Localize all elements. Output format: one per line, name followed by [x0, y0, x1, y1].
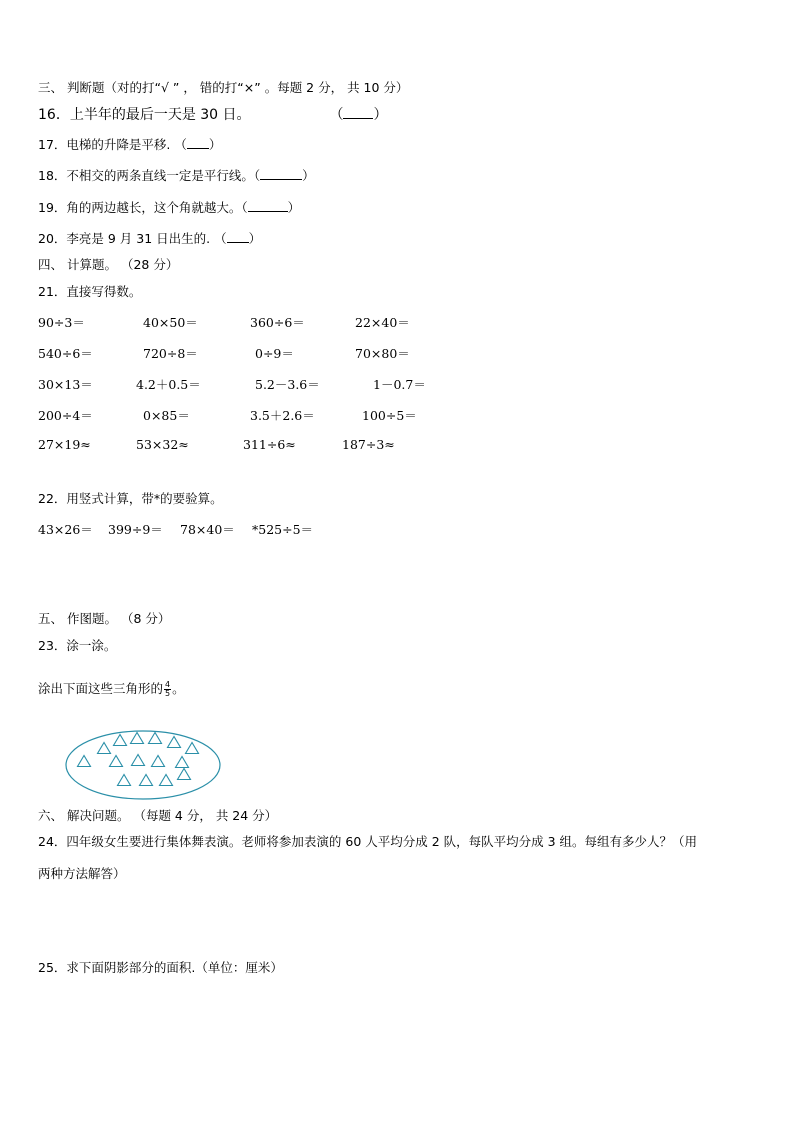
triangle-shape[interactable]: [118, 775, 131, 786]
question-18-paren-close: ）: [302, 168, 315, 183]
question-16-paren-open: （: [329, 107, 344, 123]
calc-item: 27×19≈: [38, 437, 91, 452]
calc-item: 200÷4＝: [38, 408, 93, 423]
answer-blank-17[interactable]: [187, 136, 209, 149]
question-21: 21．直接写得数。: [38, 284, 142, 299]
triangle-shape[interactable]: [114, 735, 127, 746]
calc-item: 311÷6≈: [243, 437, 296, 452]
triangle-shape[interactable]: [152, 756, 165, 767]
question-19-text: 19．角的两边越长，这个角就越大。（: [38, 200, 248, 215]
calc-item: 5.2－3.6＝: [255, 377, 320, 392]
calc-item: 40×50＝: [143, 315, 198, 330]
vertical-calc-item: 399÷9＝: [108, 522, 163, 537]
question-18: [38, 166, 315, 184]
question-23-end: 。: [172, 681, 185, 696]
vertical-calc-item: 78×40＝: [180, 522, 235, 537]
section3-heading: 三、 判断题（对的打“√ ” ， 错的打“×” 。每题 2 分， 共 10 分）: [38, 80, 409, 95]
answer-blank-18[interactable]: [260, 167, 302, 180]
triangles-in-ellipse: [64, 728, 224, 804]
calc-item: 187÷3≈: [342, 437, 395, 452]
calc-item: 720÷8＝: [143, 346, 198, 361]
fraction-denominator: 5: [165, 689, 171, 698]
question-19: [38, 198, 300, 216]
triangle-shape[interactable]: [140, 775, 153, 786]
section5-heading: 五、 作图题。 （8 分）: [38, 611, 171, 626]
calc-item: 90÷3＝: [38, 315, 85, 330]
triangle-shape[interactable]: [186, 743, 199, 754]
calc-item: 30×13＝: [38, 377, 93, 392]
triangle-shape[interactable]: [149, 733, 162, 744]
triangle-shape[interactable]: [176, 757, 189, 768]
triangle-shape[interactable]: [132, 755, 145, 766]
calc-item: 1－0.7＝: [373, 377, 426, 392]
triangle-shape[interactable]: [78, 756, 91, 767]
triangle-shape[interactable]: [98, 743, 111, 754]
question-17: [38, 135, 221, 153]
calc-item: 70×80＝: [355, 346, 410, 361]
vertical-calc-item: *525÷5＝: [252, 522, 314, 537]
question-23-instruction: [38, 679, 185, 698]
fraction-four-fifths: [164, 681, 171, 698]
question-17-text: 17．电梯的升降是平移. （: [38, 137, 187, 152]
triangle-shape[interactable]: [110, 756, 123, 767]
triangle-shape[interactable]: [160, 775, 173, 786]
calc-item: 4.2＋0.5＝: [136, 377, 201, 392]
question-23: 23．涂一涂。: [38, 638, 117, 653]
triangle-shape[interactable]: [178, 769, 191, 780]
question-16-paren-close: ）: [373, 107, 388, 123]
calc-item: 53×32≈: [136, 437, 189, 452]
answer-blank-20[interactable]: [227, 230, 249, 243]
calc-item: 100÷5＝: [362, 408, 417, 423]
calc-item: 360÷6＝: [250, 315, 305, 330]
fraction-numerator: 4: [165, 680, 171, 689]
calc-item: 22×40＝: [355, 315, 410, 330]
question-22: 22．用竖式计算，带*的要验算。: [38, 491, 223, 506]
answer-blank-19[interactable]: [248, 199, 288, 212]
vertical-calc-item: 43×26＝: [38, 522, 93, 537]
section4-heading: 四、 计算题。 （28 分）: [38, 257, 179, 272]
question-18-text: 18．不相交的两条直线一定是平行线。（: [38, 168, 261, 183]
question-17-paren-close: ）: [208, 137, 222, 152]
calc-item: 540÷6＝: [38, 346, 93, 361]
answer-blank-16[interactable]: [343, 106, 373, 119]
calc-item: 0×85＝: [143, 408, 190, 423]
section6-heading: 六、 解决问题。 （每题 4 分， 共 24 分）: [38, 808, 278, 823]
question-16: [38, 104, 387, 124]
question-23-text: 涂出下面这些三角形的: [38, 681, 164, 696]
question-20-paren-close: ）: [248, 231, 262, 246]
calc-item: 3.5＋2.6＝: [250, 408, 315, 423]
question-16-text: 16．上半年的最后一天是 30 日。: [38, 107, 251, 123]
question-24-line1: 24．四年级女生要进行集体舞表演。老师将参加表演的 60 人平均分成 2 队，每队平均分成 3 组。每组有多少人？（用: [38, 834, 698, 849]
question-25: 25．求下面阴影部分的面积.（单位：厘米）: [38, 960, 283, 975]
calc-item: 0÷9＝: [255, 346, 294, 361]
triangle-shape[interactable]: [131, 733, 144, 744]
triangle-shape[interactable]: [168, 737, 181, 748]
question-20: [38, 229, 261, 247]
question-20-text: 20．李亮是 9 月 31 日出生的. （: [38, 231, 227, 246]
question-24-line2: 两种方法解答）: [38, 866, 126, 881]
question-19-paren-close: ）: [287, 200, 301, 215]
